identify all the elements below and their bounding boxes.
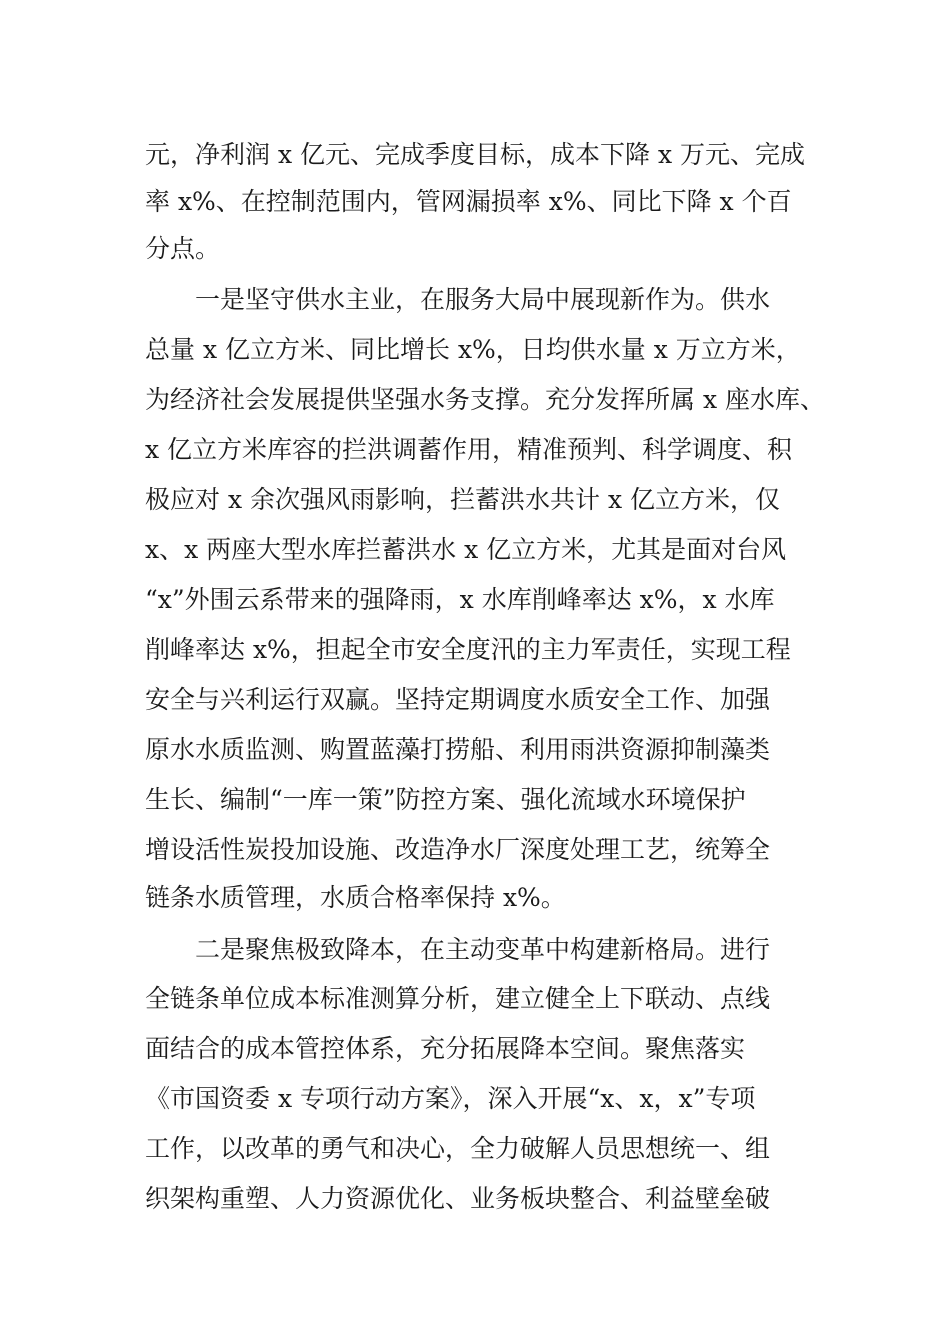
text-line: x、x 两座大型水库拦蓄洪水 x 亿立方米，尤其是面对台风: [145, 535, 787, 564]
text-line: 《市国资委 x 专项行动方案》，深入开展“x、x，x”专项: [145, 1084, 756, 1113]
text-line: 元，净利润 x 亿元、完成季度目标，成本下降 x 万元、完成: [145, 140, 805, 169]
text-line: 原水水质监测、购置蓝藻打捞船、利用雨洪资源抑制藻类: [145, 735, 771, 764]
text-line: 工作，以改革的勇气和决心，全力破解人员思想统一、组: [145, 1134, 771, 1163]
text-line: 安全与兴利运行双赢。坚持定期调度水质安全工作、加强: [145, 685, 771, 714]
paragraph-first-line: 二是聚焦极致降本，在主动变革中构建新格局。进行: [195, 935, 771, 964]
text-line: 链条水质管理，水质合格率保持 x%。: [145, 883, 566, 912]
text-line: 分点。: [145, 234, 221, 263]
text-line: “x”外围云系带来的强降雨，x 水库削峰率达 x%，x 水库: [145, 585, 775, 614]
text-line: 为经济社会发展提供坚强水务支撑。充分发挥所属 x 座水库、: [145, 385, 825, 414]
text-line: x 亿立方米库容的拦洪调蓄作用，精准预判、科学调度、积: [145, 435, 793, 464]
paragraph-first-line: 一是坚守供水主业，在服务大局中展现新作为。供水: [195, 285, 771, 314]
text-line: 面结合的成本管控体系，充分拓展降本空间。聚焦落实: [145, 1034, 746, 1063]
text-line: 增设活性炭投加设施、改造净水厂深度处理工艺，统筹全: [145, 835, 771, 864]
text-line: 全链条单位成本标准测算分析，建立健全上下联动、点线: [145, 984, 771, 1013]
text-line: 织架构重塑、人力资源优化、业务板块整合、利益壁垒破: [145, 1184, 771, 1213]
text-line: 极应对 x 余次强风雨影响，拦蓄洪水共计 x 亿立方米，仅: [145, 485, 780, 514]
text-line: 率 x%、在控制范围内，管网漏损率 x%、同比下降 x 个百: [145, 187, 792, 216]
text-line: 总量 x 亿立方米、同比增长 x%，日均供水量 x 万立方米，: [145, 335, 801, 364]
text-line: 削峰率达 x%，担起全市安全度汛的主力军责任，实现工程: [145, 635, 791, 664]
text-line: 生长、编制“一库一策”防控方案、强化流域水环境保护: [145, 785, 746, 814]
